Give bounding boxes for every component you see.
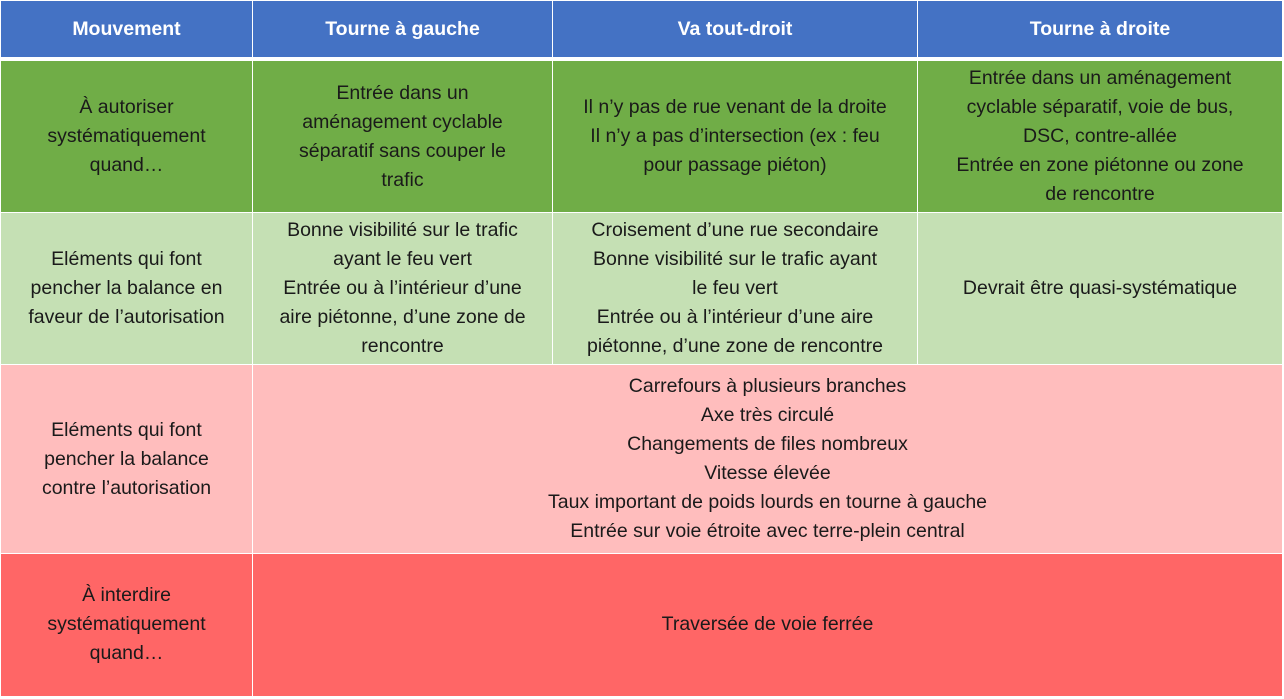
- cell-text-line: pour passage piéton): [643, 154, 827, 177]
- cell-text-line: aire piétonne, d’une zone de: [279, 306, 526, 329]
- cell-faveur-droite: [918, 213, 1283, 365]
- cell-text-line: Taux important de poids lourds en tourne à gauche: [547, 491, 988, 514]
- row-label-a-interdire: [1, 553, 253, 696]
- cell-text-line: Il n’y a pas d’intersection (ex : feu: [590, 125, 880, 148]
- cell-text-line: DSC, contre-allée: [1023, 125, 1177, 148]
- header-row: [1, 1, 1283, 60]
- row-label-a-autoriser: [1, 59, 253, 213]
- cell-text-line: Entrée ou à l’intérieur d’une: [283, 277, 522, 300]
- row-a-autoriser: [1, 59, 1283, 213]
- row-label-contre: [1, 365, 253, 553]
- cell-faveur-gauche: [253, 213, 553, 365]
- header-mouvement: Mouvement: [1, 1, 253, 60]
- cell-text-line: Bonne visibilité sur le trafic ayant: [593, 248, 877, 271]
- cell-text-line: contre l’autorisation: [41, 476, 212, 499]
- cell-text-line: Devrait être quasi-systématique: [962, 277, 1238, 300]
- cell-text-line: pencher la balance: [44, 447, 209, 470]
- cell-text-line: le feu vert: [692, 277, 778, 300]
- header-tourne-droite: Tourne à droite: [918, 1, 1283, 60]
- cell-text-line: Il n’y pas de rue venant de la droite: [583, 96, 887, 119]
- cell-autoriser-gauche: [253, 59, 553, 213]
- cell-autoriser-tout-droit: [553, 59, 918, 213]
- cell-text-line: Entrée sur voie étroite avec terre-plein central: [570, 520, 965, 543]
- cell-text-line: pencher la balance en: [30, 277, 223, 300]
- cell-text-line: Axe très circulé: [700, 404, 835, 427]
- row-a-interdire: [1, 553, 1283, 696]
- cell-text-line: Carrefours à plusieurs branches: [628, 375, 907, 398]
- cell-text-line: Changements de files nombreux: [627, 433, 908, 456]
- cell-text-line: systématiquement: [47, 613, 206, 636]
- cell-interdire-merged: [253, 553, 1283, 696]
- cell-text-line: aménagement cyclable: [302, 110, 503, 133]
- cell-text-line: systématiquement: [47, 125, 206, 148]
- cell-autoriser-droite: [918, 59, 1283, 213]
- cell-text-line: À autoriser: [79, 96, 174, 119]
- cell-text-line: Eléments qui font: [51, 248, 202, 271]
- cell-text-line: quand…: [89, 154, 164, 177]
- cell-text-line: Croisement d’une rue secondaire: [591, 219, 879, 242]
- cell-text-line: Bonne visibilité sur le trafic: [287, 219, 518, 242]
- cell-text-line: cyclable séparatif, voie de bus,: [966, 96, 1234, 119]
- row-en-faveur: [1, 213, 1283, 365]
- cell-text-line: Vitesse élevée: [704, 462, 831, 485]
- row-contre: [1, 365, 1283, 553]
- cell-text-line: faveur de l’autorisation: [28, 306, 225, 329]
- cell-contre-merged: [253, 365, 1283, 553]
- header-va-tout-droit: Va tout-droit: [553, 1, 918, 60]
- cell-text-line: ayant le feu vert: [333, 248, 472, 271]
- cell-faveur-tout-droit: [553, 213, 918, 365]
- cell-text-line: trafic: [381, 168, 424, 191]
- cell-text-line: Entrée dans un aménagement: [968, 67, 1232, 90]
- cell-text-line: de rencontre: [1045, 183, 1155, 206]
- cell-text-line: Entrée en zone piétonne ou zone: [956, 154, 1244, 177]
- row-label-en-faveur: [1, 213, 253, 365]
- cell-text-line: quand…: [89, 642, 164, 665]
- cell-text-line: Entrée ou à l’intérieur d’une aire: [596, 306, 874, 329]
- cell-text-line: rencontre: [361, 335, 444, 358]
- cell-text-line: Traversée de voie ferrée: [661, 613, 874, 636]
- cell-text-line: piétonne, d’une zone de rencontre: [587, 335, 883, 358]
- cell-text-line: Eléments qui font: [51, 418, 202, 441]
- cell-text-line: À interdire: [82, 584, 171, 607]
- cell-text-line: Entrée dans un: [336, 81, 469, 104]
- cell-text-line: séparatif sans couper le: [298, 139, 507, 162]
- header-tourne-gauche: Tourne à gauche: [253, 1, 553, 60]
